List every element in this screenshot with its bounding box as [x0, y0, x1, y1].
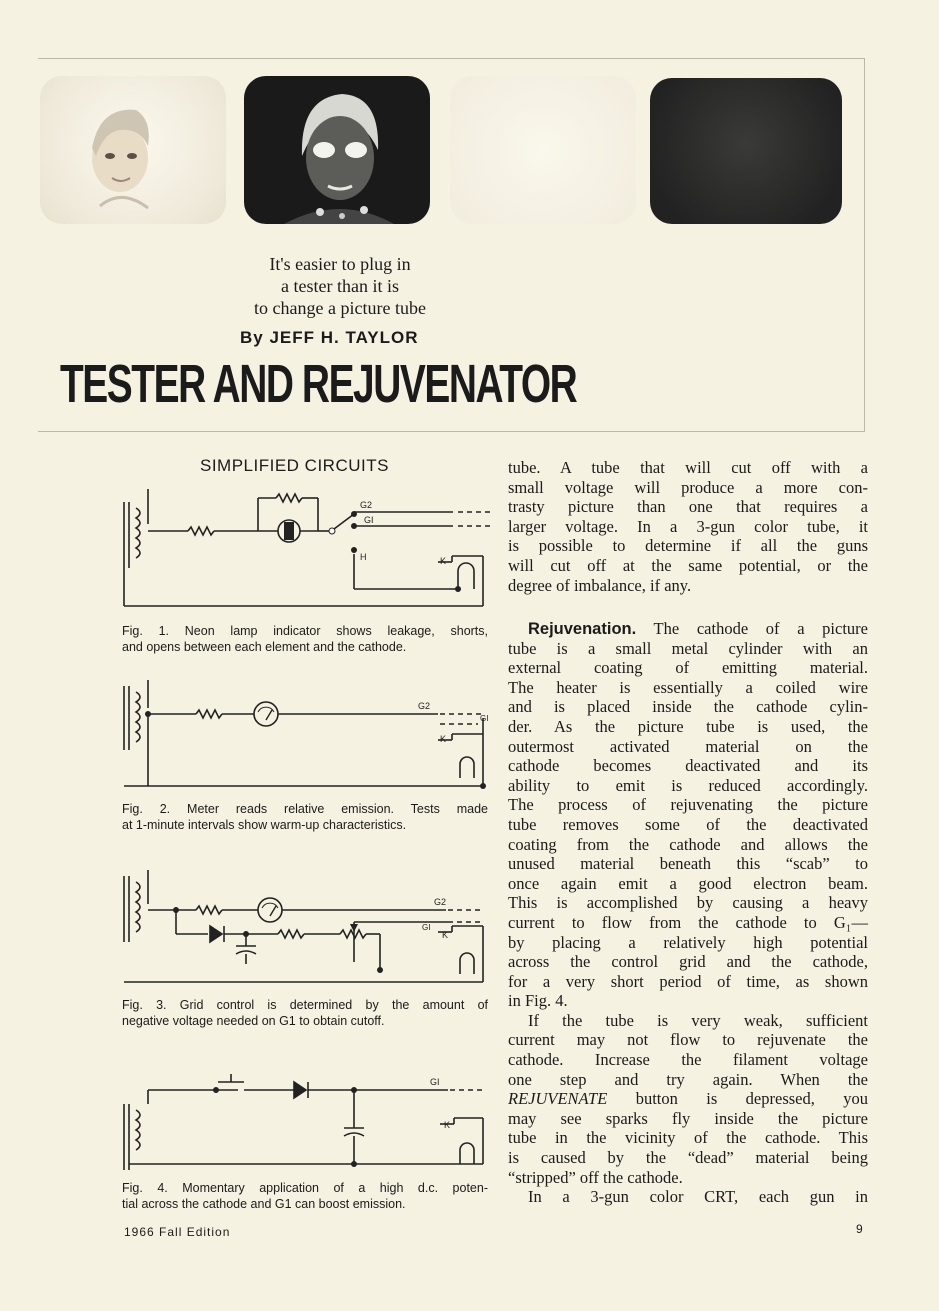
- caption-line: and opens between each element and the cathode.: [122, 640, 407, 654]
- fig1-circuit-diagram: [118, 484, 493, 614]
- text-line: by placing a relatively high potential: [508, 932, 868, 952]
- text-line: [508, 1089, 868, 1109]
- intro-line: to change a picture tube: [254, 298, 426, 318]
- fig4-circuit-diagram: [118, 1070, 493, 1174]
- text-line: cathode becomes deactivated and its: [508, 756, 868, 776]
- body-paragraph-2: [508, 619, 868, 1207]
- fig2-label-g2: G2: [418, 701, 431, 711]
- face-negative-image: [244, 76, 430, 224]
- text-line: in Fig. 4.: [508, 991, 568, 1011]
- caption-line: Fig. 1. Neon lamp indicator shows leakage, shorts,: [122, 624, 488, 638]
- text-line: The process of rejuvenating the picture: [508, 795, 868, 815]
- article-title: TESTER AND REJUVENATOR: [60, 354, 577, 414]
- sidebar-heading: SIMPLIFIED CIRCUITS: [200, 456, 389, 475]
- text-line: once again emit a good electron beam.: [508, 873, 868, 893]
- text-line: for a very short period of time, as shown: [508, 971, 868, 991]
- text-line: may see sparks fly inside the picture: [508, 1108, 868, 1128]
- fig3-caption: [122, 997, 488, 1029]
- text-line: If the tube is very weak, sufficient: [528, 1010, 868, 1030]
- rejuvenation-subhead: Rejuvenation.: [528, 620, 637, 638]
- fig2-label-k: K: [440, 734, 447, 744]
- text-line: tube. A tube that will cut off with a: [508, 458, 868, 477]
- caption-line: Fig. 4. Momentary application of a high d.c. poten-: [122, 1181, 488, 1195]
- fig4-label-k: K: [444, 1120, 451, 1130]
- caption-line: tial across the cathode and G1 can boost emission.: [122, 1197, 406, 1211]
- fig3-label-g2: G2: [434, 897, 447, 907]
- body-paragraph-1: [508, 458, 868, 595]
- fig4-caption: [122, 1180, 488, 1212]
- text-line: ability to emit is reduced accordingly.: [508, 775, 868, 795]
- fig3-label-k: K: [442, 930, 449, 940]
- text-line: coating from the cathode and allows the: [508, 834, 868, 854]
- face-image: [40, 76, 226, 224]
- text-line: The heater is essentially a coiled wire: [508, 677, 868, 697]
- text-line: “stripped” off the cathode.: [508, 1167, 683, 1187]
- fig3-label-g1: GI: [422, 923, 431, 932]
- text-line: external coating of emitting material.: [508, 658, 868, 678]
- text-line: trasty picture than one that requires a: [508, 497, 868, 517]
- text-line: small voltage will produce a more con-: [508, 477, 868, 497]
- caption-line: Fig. 2. Meter reads relative emission. Tests made: [122, 802, 488, 816]
- text-line: is possible to determine if all the guns: [508, 536, 868, 556]
- text-fragment: button is depressed, you: [635, 1089, 869, 1109]
- fig1-label-g1: GI: [364, 515, 374, 525]
- fig2-caption: [122, 801, 488, 833]
- text-fragment: The cathode of a picture: [653, 619, 868, 638]
- fig1-label-k: K: [440, 556, 447, 566]
- text-line: and is placed inside the cathode cylin-: [508, 697, 868, 717]
- text-line: tube in the vicinity of the cathode. This: [508, 1128, 868, 1148]
- text-line: In a 3-gun color CRT, each gun in: [528, 1187, 868, 1207]
- page-number: 9: [856, 1222, 863, 1236]
- caption-line: Fig. 3. Grid control is determined by the amount of: [122, 998, 488, 1012]
- fig1-label-g2: G2: [360, 500, 373, 510]
- caption-line: at 1-minute intervals show warm-up characteristics.: [122, 818, 407, 832]
- fig1-label-h: H: [360, 552, 367, 562]
- text-line: will cut off at the same potential, or the: [508, 555, 868, 575]
- text-line: tube removes some of the deactivated: [508, 814, 868, 834]
- fig2-label-g1: GI: [480, 714, 489, 723]
- text-line: is caused by the “dead” material being: [508, 1148, 868, 1168]
- intro-text: [215, 253, 465, 319]
- text-line: unused material beneath this “scab” to: [508, 854, 868, 874]
- text-line: degree of imbalance, if any.: [508, 575, 692, 595]
- caption-line: negative voltage needed on G1 to obtain cutoff.: [122, 1014, 385, 1028]
- text-line: [508, 619, 868, 639]
- dark-screen-image: [650, 78, 842, 224]
- text-line: across the control grid and the cathode,: [508, 952, 868, 972]
- rejuvenate-term: REJUVENATE: [508, 1089, 608, 1109]
- fig1-caption: [122, 623, 488, 655]
- text-line: current may not flow to rejuvenate the: [508, 1030, 868, 1050]
- byline: By JEFF H. TAYLOR: [240, 328, 419, 347]
- intro-line: It's easier to plug in: [269, 254, 411, 274]
- fig3-circuit-diagram: [118, 862, 493, 992]
- intro-line: a tester than it is: [281, 276, 399, 296]
- fig2-circuit-diagram: [118, 678, 493, 796]
- text-line: der. As the picture tube is used, the: [508, 716, 868, 736]
- text-line: This is accomplished by causing a heavy: [508, 893, 868, 913]
- text-line: larger voltage. In a 3-gun color tube, it: [508, 516, 868, 536]
- text-line: cathode. Increase the filament voltage: [508, 1050, 868, 1070]
- text-line: current to flow from the cathode to G₁—: [508, 912, 868, 932]
- blank-screen-image: [450, 76, 636, 224]
- fig4-label-g1: GI: [430, 1077, 440, 1087]
- text-line: tube is a small metal cylinder with an: [508, 638, 868, 658]
- text-line: outermost activated material on the: [508, 736, 868, 756]
- text-line: one step and try again. When the: [508, 1069, 868, 1089]
- edition-footer: 1966 Fall Edition: [124, 1225, 231, 1239]
